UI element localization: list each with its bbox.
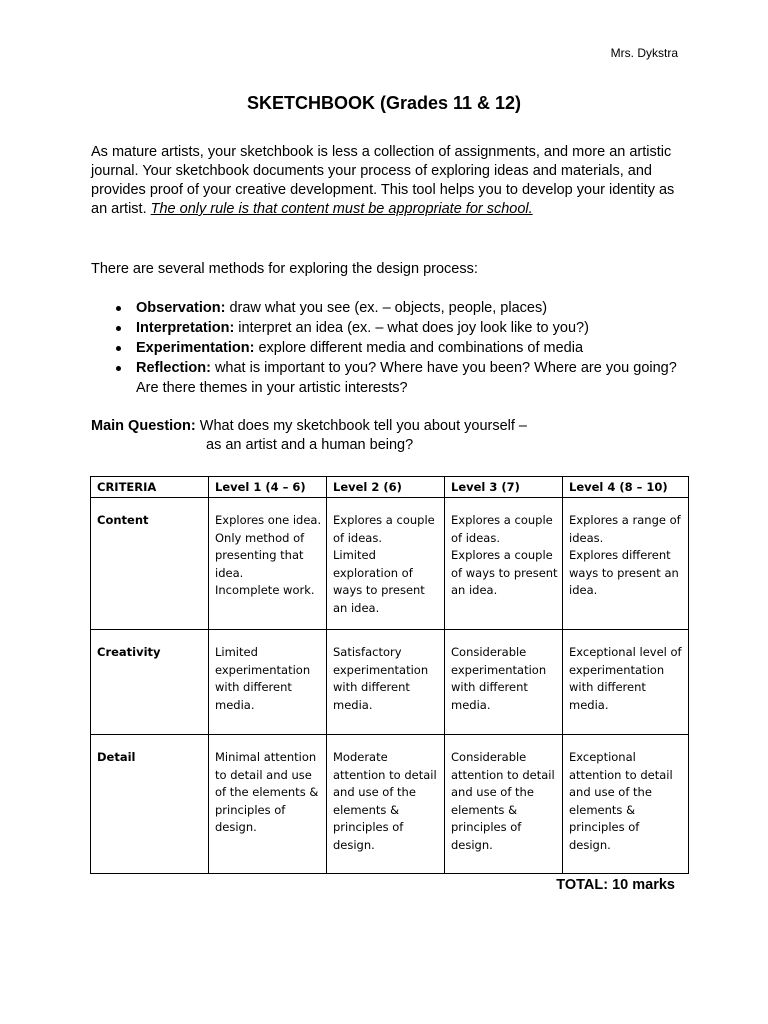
rubric-row-creativity (91, 630, 689, 735)
rubric-criterion: Detail (91, 735, 209, 874)
rubric-criterion: Creativity (91, 630, 209, 735)
rubric-cell: Satisfactory experimentation with different media. (327, 630, 445, 735)
main-question (91, 417, 681, 455)
rubric-cell: Explores one idea. Only method of presenting that idea. Incomplete work. (209, 498, 327, 630)
method-term: Reflection: (136, 360, 211, 376)
methods-intro: There are several methods for exploring the design process: (91, 261, 478, 277)
rubric-header-cell: Level 1 (4 – 6) (209, 477, 327, 498)
main-question-line1: What does my sketchbook tell you about yourself – (195, 418, 527, 434)
method-item (91, 318, 681, 338)
method-desc: draw what you see (ex. – objects, people, places) (225, 300, 548, 316)
rubric-cell: Limited experimentation with different media. (209, 630, 327, 735)
intro-rule: The only rule is that content must be appropriate for school. (150, 201, 533, 217)
rubric-header-cell: Level 2 (6) (327, 477, 445, 498)
rubric-table (90, 476, 689, 874)
rubric-cell: Minimal attention to detail and use of the elements & principles of design. (209, 735, 327, 874)
rubric-cell: Considerable attention to detail and use of the elements & principles of design. (445, 735, 563, 874)
main-question-line2: as an artist and a human being? (206, 437, 414, 453)
rubric-cell: Exceptional attention to detail and use of the elements & principles of design. (563, 735, 689, 874)
rubric-row-content (91, 498, 689, 630)
rubric-header-cell: Level 3 (7) (445, 477, 563, 498)
rubric-header-cell: CRITERIA (91, 477, 209, 498)
method-item (91, 358, 681, 398)
methods-list (91, 298, 681, 398)
method-term: Interpretation: (136, 320, 235, 336)
method-item (91, 298, 681, 318)
main-question-label: Main Question: (91, 418, 196, 434)
rubric-row-detail (91, 735, 689, 874)
intro-text: As mature artists, your sketchbook is less a collection of assignments, and more an artistic journal. Your sketchbook documents your process of exploring ideas and materials, and provides proof of your creative development. This tool helps you to develop your identity as an artist. (91, 144, 675, 217)
method-item (91, 338, 681, 358)
page-title: SKETCHBOOK (Grades 11 & 12) (246, 93, 522, 113)
rubric-cell: Considerable experimentation with different media. (445, 630, 563, 735)
rubric-cell: Explores a range of ideas. Explores different ways to present an idea. (563, 498, 689, 630)
method-desc: explore different media and combinations of media (254, 340, 584, 356)
rubric-cell: Moderate attention to detail and use of the elements & principles of design. (327, 735, 445, 874)
method-term: Observation: (136, 300, 226, 316)
rubric-header-row (91, 477, 689, 498)
rubric-cell: Exceptional level of experimentation with different media. (563, 630, 689, 735)
rubric-cell: Explores a couple of ideas. Limited exploration of ways to present an idea. (327, 498, 445, 630)
rubric-cell: Explores a couple of ideas. Explores a couple of ways to present an idea. (445, 498, 563, 630)
rubric-header-cell: Level 4 (8 – 10) (563, 477, 689, 498)
method-desc: interpret an idea (ex. – what does joy look like to you?) (234, 320, 589, 336)
method-desc: what is important to you? Where have you been? Where are you going? Are there themes in your artistic interests? (136, 360, 677, 396)
method-term: Experimentation: (136, 340, 255, 356)
author-name: Mrs. Dykstra (610, 46, 678, 60)
rubric-criterion: Content (91, 498, 209, 630)
total-marks: TOTAL: 10 marks (556, 877, 675, 893)
intro-paragraph (91, 143, 681, 219)
